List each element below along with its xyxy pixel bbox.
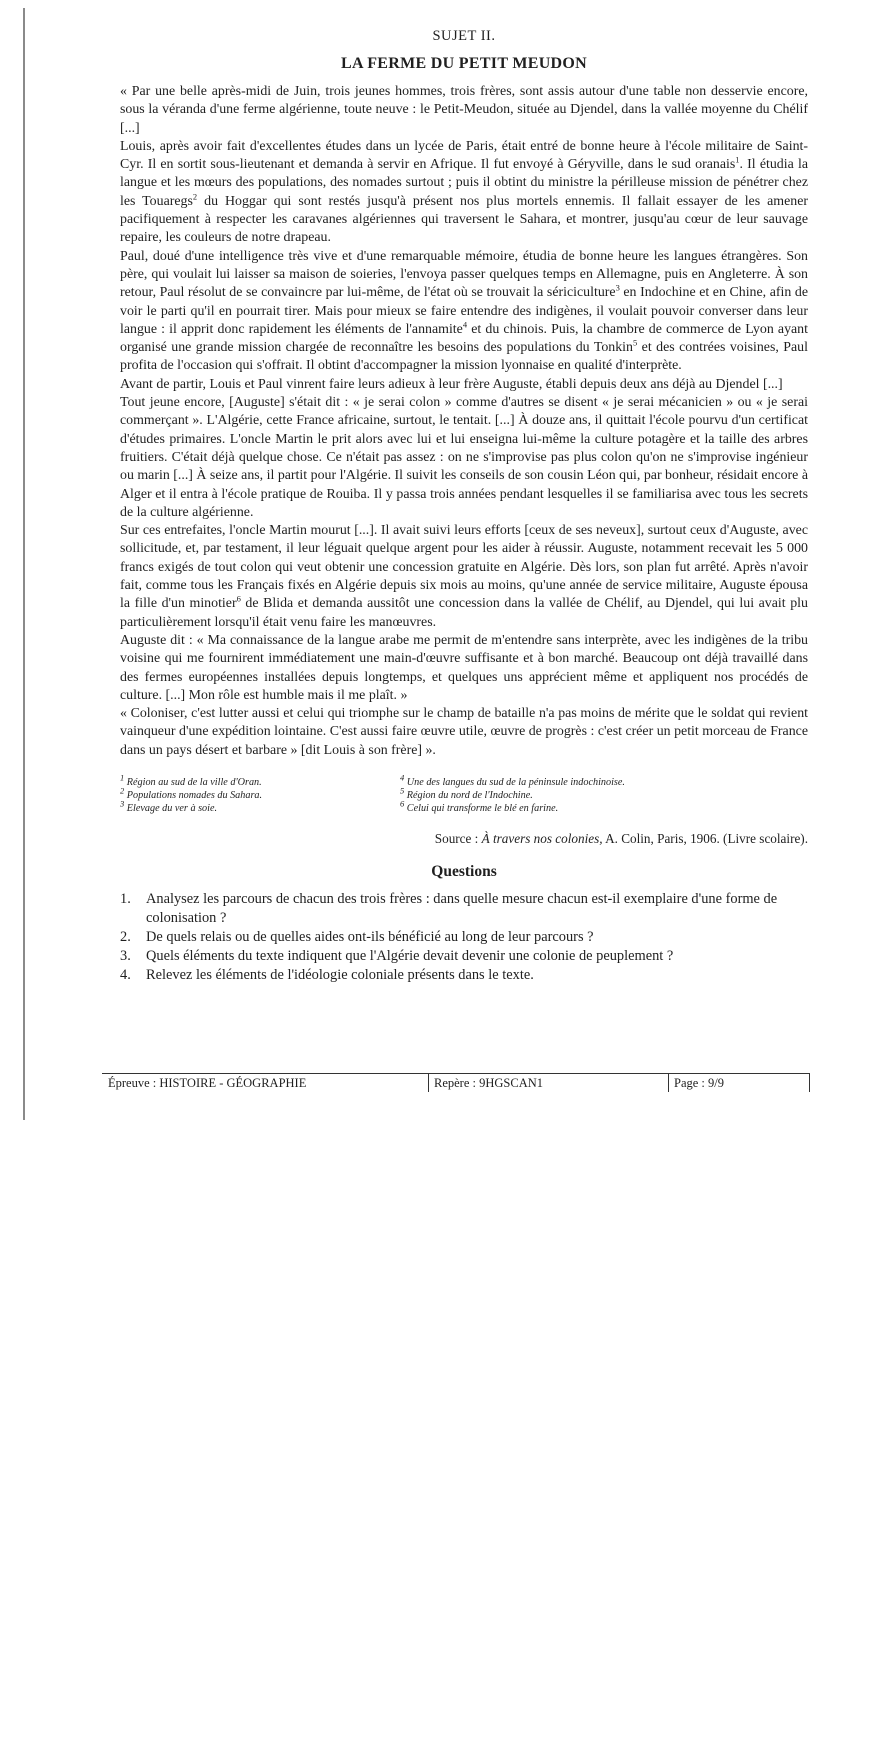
footnote-text: Celui qui transforme le blé en farine.	[406, 802, 559, 814]
footnote-text: Région du nord de l'Indochine.	[406, 789, 533, 801]
footnote-ref: 5	[632, 337, 638, 348]
footnote-number: 2	[120, 785, 125, 796]
footnote-text: Région au sud de la ville d'Oran.	[126, 776, 262, 788]
paragraph-text: « Par une belle après-midi de Juin, trois jeunes hommes, trois frères, sont assis autour d'une table non desservie encore, sous la véranda d'une ferme algérienne, toute neuve : le Petit-Meudon, située au Djendel, dans la vallée moyenne du Chélif [...]	[120, 84, 808, 136]
body-text	[120, 83, 808, 760]
footnote	[120, 798, 400, 815]
paragraph	[120, 394, 808, 522]
footnote-ref: 3	[615, 282, 620, 293]
paragraph-text: Avant de partir, Louis et Paul vinrent faire leurs adieux à leur frère Auguste, établi depuis deux ans déjà au Djendel [...]	[120, 376, 783, 392]
paragraph-text: Louis, après avoir fait d'excellentes études dans un lycée de Paris, était entré de bonne heure à l'école militaire de Saint-Cyr. Il en sortit sous-lieutenant et demanda à servir en Afrique. Il fut envoyé à Géryville, dans le sud oranais	[120, 138, 808, 173]
document-title: LA FERME DU PETIT MEUDON	[340, 55, 588, 72]
footnote-number: 6	[400, 798, 405, 809]
footnote-ref: 1	[735, 154, 740, 165]
paragraph-text: Auguste dit : « Ma connaissance de la langue arabe me permit de m'entendre sans interprète, avec les indigènes de la tribu voisine qui me fournirent immédiatement une main-d'œuvre suffisante et à bon marché. Beaucoup ont déjà travaillé dans des fermes européennes installées depuis longtemps, et quelques uns apprécient même et appliquent nos procédés de culture. [...] Mon rôle est humble mais il me plaît. »	[120, 632, 808, 703]
paragraph-text: . Il étudia la langue et les mœurs des populations, des nomades surtout ; puis il obtint du ministre la périlleuse mission de pénétrer chez les Touaregs	[120, 157, 808, 209]
paragraph	[120, 248, 808, 376]
footnote-number: 1	[120, 772, 125, 783]
questions-title: Questions	[431, 862, 497, 880]
footer-separator	[668, 1074, 669, 1092]
question-number: 4.	[120, 966, 131, 983]
question-text: Relevez les éléments de l'idéologie coloniale présents dans le texte.	[146, 966, 534, 983]
source-prefix: Source :	[434, 830, 482, 846]
footer-page: Page : 9/9	[674, 1076, 724, 1090]
paragraph-text: de Blida et demanda aussitôt une concession dans la vallée de Chélif, au Djendel, qui lui avait plu particulièrement lorsqu'il était venu faire les manœuvres.	[120, 596, 808, 630]
footer-repere: Repère : 9HGSCAN1	[434, 1076, 544, 1090]
question-item	[120, 966, 808, 985]
footnote	[400, 785, 800, 802]
footnote-number: 5	[400, 785, 405, 796]
paragraph-text: Tout jeune encore, [Auguste] s'était dit : « je serai colon » comme d'autres se disent « je serai mécanicien » ou « je serai commerçant ». L'Algérie, cette France africaine, surtout, le tentait. [...] À douze ans, il quittait l'école pourvu d'un certificat d'études primaires. L'oncle Martin le prit alors avec lui et lui enseigna lui-même la culture potagère et la taille des arbres fruitiers. C'était déjà quelque chose. Ce n'était pas assez : on ne s'improvise pas plus colon qu'on ne s'improvise ingénieur ou marin [...] À seize ans, il partit pour l'Algérie. Il suivit les conseils de son cousin Léon qui, par bonheur, résidait encore à Alger et il entra à l'école pratique de Rouiba. Il y passa trois années pendant lesquelles il se familiarisa avec tous les secrets de la culture algérienne.	[120, 395, 808, 520]
footnote	[400, 772, 800, 789]
question-item	[120, 890, 808, 928]
paragraph-text: en Indochine et en Chine, afin de voir le parti qu'il en pourrait tirer. Mais pour mieux se faire entendre des indigènes, il voulait pouvoir converser dans leur langue : il apprit donc rapidement les éléments de l'annamite	[120, 285, 808, 337]
footnote	[120, 785, 400, 802]
source-details: A. Colin, Paris, 1906. (Livre scolaire).	[602, 830, 808, 846]
paragraph	[120, 376, 808, 394]
paragraph-text: et des contrées voisines, Paul profita de l'occasion qui s'offrait. Il obtint d'accompagner la mission lyonnaise en qualité d'interprète.	[120, 340, 808, 374]
footnote-ref: 6	[236, 593, 241, 604]
footnotes-right	[400, 772, 800, 815]
subject-header: SUJET II.	[432, 28, 496, 44]
paragraph	[120, 138, 808, 248]
footnotes	[120, 772, 808, 815]
paragraph	[120, 632, 808, 705]
footnote-text: Une des langues du sud de la péninsule indochinoise.	[406, 776, 625, 788]
paragraph-text: du Hoggar qui sont restés jusqu'à présent nos plus mortels ennemis. Il fallait essayer de les amener pacifiquement à respecter les caravanes algériennes qui traversent le Sahara, et montrer, jusqu'au cœur de leur sauvage repaire, les couleurs de notre drapeau.	[120, 193, 808, 246]
paragraph-text: Paul, doué d'une intelligence très vive et d'une remarquable mémoire, étudia de bonne heure les langues étrangères. Son père, qui voulait lui laisser sa maison de soieries, l'envoya passer quelques temps en Allemagne, puis en Angleterre. À son retour, Paul résolut de se convaincre par lui-même, de l'état où se trouvait la sériciculture	[120, 248, 808, 301]
footnote	[120, 772, 400, 789]
footnote-number: 4	[400, 772, 405, 783]
question-item	[120, 947, 808, 966]
source-line	[120, 831, 808, 847]
question-number: 1.	[120, 890, 131, 907]
paragraph-text: Sur ces entrefaites, l'oncle Martin mourut [...]. Il avait suivi leurs efforts [ceux de ses neveux], surtout ceux d'Auguste, avec sollicitude, et, par testament, il leur léguait quelque argent pour les aider à réussir. Auguste, notamment recevait les 5 000 francs exigés de tout colon qui veut obtenir une concession gratuite en Algérie. Dès lors, son plan fut arrêté. Après n'avoir fait, comme tous les Français fixés en Algérie depuis six mois au moins, qu'une année de service militaire, Auguste épousa la fille d'un minotier	[120, 523, 808, 612]
question-item	[120, 928, 808, 947]
paragraph	[120, 705, 808, 760]
paragraph-text: et du chinois. Puis, la chambre de commerce de Lyon ayant organisé une grande mission chargée de reconnaître les besoins des populations du Tonkin	[120, 321, 808, 356]
footer-separator	[428, 1074, 429, 1092]
footnote-text: Populations nomades du Sahara.	[126, 789, 263, 801]
question-text: Quels éléments du texte indiquent que l'Algérie devait devenir une colonie de peuplement ?	[146, 947, 674, 964]
page-footer	[102, 1073, 810, 1094]
footnote	[400, 798, 800, 815]
footnote-ref: 4	[462, 319, 468, 330]
footnote-ref: 2	[192, 191, 198, 202]
question-number: 2.	[120, 928, 131, 945]
footnote-number: 3	[120, 798, 125, 809]
margin-line	[23, 8, 25, 1120]
document-page	[120, 28, 808, 985]
paragraph	[120, 522, 808, 632]
questions-list	[120, 890, 808, 985]
question-text: Analysez les parcours de chacun des trois frères : dans quelle mesure chacun est-il exemplaire d'une forme de colonisation ?	[146, 890, 778, 926]
question-number: 3.	[120, 947, 131, 964]
source-book-title: À travers nos colonies,	[481, 830, 603, 846]
footer-separator	[809, 1074, 810, 1092]
paragraph	[120, 83, 808, 138]
question-text: De quels relais ou de quelles aides ont-ils bénéficié au long de leur parcours ?	[146, 928, 594, 945]
footer-subject: Épreuve : HISTOIRE - GÉOGRAPHIE	[108, 1076, 307, 1090]
footnotes-left	[120, 772, 400, 815]
paragraph-text: « Coloniser, c'est lutter aussi et celui qui triomphe sur le champ de bataille n'a pas moins de mérite que le soldat qui revient vainqueur d'une expédition lointaine. C'est aussi faire œuvre utile, œuvre de progrès : c'est créer un petit morceau de France dans un pays désert et barbare » [dit Louis à son frère] ».	[120, 706, 808, 758]
footnote-text: Elevage du ver à soie.	[126, 802, 218, 814]
